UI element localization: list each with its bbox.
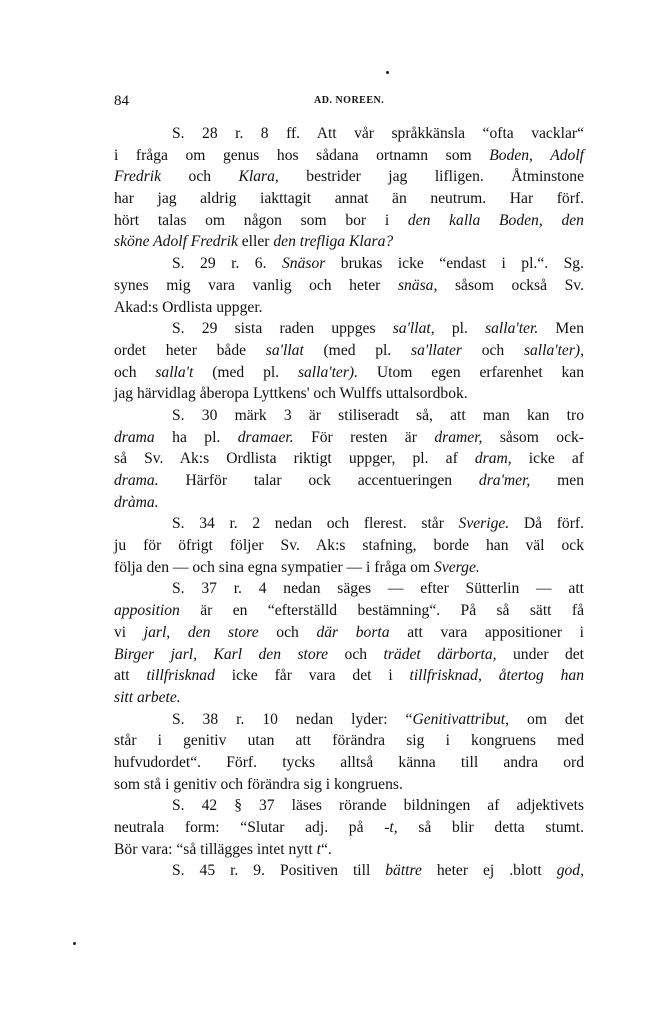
text-line bbox=[114, 210, 584, 232]
text-line bbox=[114, 427, 584, 449]
page-number: 84 bbox=[114, 93, 129, 109]
text-line bbox=[114, 340, 584, 362]
text-run: i fråga om genus hos sådana ortnamn som bbox=[114, 146, 490, 164]
text-line bbox=[114, 188, 584, 210]
italic-text: jarl, den store bbox=[143, 623, 259, 641]
running-head: AD. NOREEN. bbox=[314, 95, 385, 106]
text-line bbox=[114, 318, 584, 340]
text-run: och bbox=[328, 645, 384, 663]
italic-text: drama bbox=[114, 428, 155, 446]
italic-text: sitt arbete. bbox=[114, 688, 181, 706]
text-run: brukas icke “endast i pl.“. Sg. bbox=[325, 255, 584, 273]
text-run: vi bbox=[114, 623, 144, 641]
italic-text: bättre bbox=[385, 862, 422, 880]
text-run: “. bbox=[321, 840, 332, 858]
text-line bbox=[114, 513, 584, 535]
text-run: Då förf. bbox=[509, 515, 584, 533]
text-run: och bbox=[258, 623, 317, 641]
text-line bbox=[114, 145, 584, 167]
text-run: neutrala form: “Slutar adj. på bbox=[114, 819, 385, 836]
text-line bbox=[114, 448, 584, 470]
italic-text: dramer, bbox=[434, 428, 483, 446]
page-header bbox=[114, 93, 582, 111]
text-line bbox=[114, 383, 584, 405]
text-line bbox=[114, 644, 584, 666]
italic-text: dràma. bbox=[114, 493, 159, 511]
italic-text: Boden, Adolf bbox=[489, 146, 585, 164]
text-run: jag härvidlag åberopa Lyttkens' och Wulffs uttalsordbok. bbox=[114, 385, 468, 403]
text-run: såsom ock- bbox=[482, 428, 584, 446]
italic-text: salla'ter). bbox=[297, 363, 359, 381]
text-run: (med pl. bbox=[193, 363, 298, 381]
text-run: och bbox=[161, 168, 239, 186]
italic-text: dramaer. bbox=[237, 428, 294, 446]
text-line bbox=[114, 405, 584, 427]
text-run: S. 30 märk 3 är stiliseradt så, att man kan tro bbox=[172, 406, 584, 424]
text-run: eller bbox=[237, 233, 274, 251]
text-run: hört talas om någon som bor i bbox=[114, 211, 408, 229]
ink-speck bbox=[73, 942, 76, 945]
text-run: S. 29 sista raden uppges bbox=[172, 320, 393, 338]
italic-text: där borta bbox=[316, 623, 390, 641]
text-run: icke får vara det i bbox=[214, 667, 410, 685]
text-run: synes mig vara vanlig och heter bbox=[114, 276, 398, 294]
text-line bbox=[114, 709, 584, 731]
italic-text: sköne Adolf Fredrik bbox=[114, 233, 238, 251]
text-run: S. 29 r. 6. bbox=[172, 255, 282, 273]
text-run: bestrider jag lifligen. Åtminstone bbox=[278, 168, 584, 186]
text-line bbox=[114, 275, 584, 297]
italic-text: sa'llater bbox=[411, 341, 462, 359]
text-run: (med pl. bbox=[303, 341, 411, 359]
text-line bbox=[114, 839, 584, 861]
italic-text: trädet därborta, bbox=[383, 645, 497, 663]
text-run: heter ej .blott bbox=[421, 862, 557, 880]
text-run: såsom också Sv. bbox=[437, 276, 584, 294]
ink-speck bbox=[386, 71, 389, 74]
text-run: Bör vara: “så tillägges intet nytt bbox=[114, 840, 317, 858]
text-line bbox=[114, 600, 584, 622]
italic-text: Fredrik bbox=[114, 168, 162, 186]
italic-text: salla't bbox=[155, 363, 194, 381]
italic-text: snäsa, bbox=[397, 276, 438, 294]
text-run: står i genitiv utan att förändra sig i kongruens med bbox=[114, 732, 584, 750]
italic-text: -t, bbox=[384, 819, 398, 836]
italic-text: salla'ter), bbox=[523, 341, 585, 359]
text-run: och bbox=[461, 341, 524, 359]
text-run: att bbox=[114, 667, 147, 685]
text-run: icke af bbox=[511, 450, 585, 468]
text-run: pl. bbox=[434, 320, 486, 338]
text-run: och bbox=[114, 363, 156, 381]
body-text bbox=[114, 123, 584, 882]
text-line bbox=[114, 730, 584, 752]
text-line bbox=[114, 253, 584, 275]
text-line bbox=[114, 687, 584, 709]
text-line bbox=[114, 362, 584, 384]
italic-text: den trefliga Klara? bbox=[273, 233, 394, 251]
italic-text: den kalla Boden, den bbox=[407, 211, 584, 229]
text-run: Men bbox=[538, 320, 585, 338]
italic-text: drama. bbox=[114, 472, 159, 489]
text-line bbox=[114, 752, 584, 774]
text-run: som stå i genitiv och förändra sig i kongruens. bbox=[114, 775, 403, 793]
italic-text: Sverige. bbox=[458, 515, 510, 533]
text-run: Utom egen erfarenhet kan bbox=[358, 363, 585, 381]
text-run: ju för öfrigt följer Sv. Ak:s stafning, borde han väl ock bbox=[114, 537, 584, 555]
text-line bbox=[114, 231, 584, 253]
text-run: S. 45 r. 9. Positiven till bbox=[172, 862, 386, 880]
italic-text: sa'llat bbox=[265, 341, 304, 359]
text-line bbox=[114, 665, 584, 687]
text-line bbox=[114, 297, 584, 319]
text-run: Akad:s Ordlista uppger. bbox=[114, 298, 263, 316]
italic-text: apposition bbox=[114, 602, 180, 620]
text-run: För resten är bbox=[293, 428, 435, 446]
text-run: S. 28 r. 8 ff. Att vår språkkänsla “ofta vacklar“ bbox=[172, 125, 584, 142]
text-line bbox=[114, 774, 584, 796]
text-run: S. 38 r. 10 nedan lyder: “ bbox=[172, 710, 413, 728]
italic-text: dram, bbox=[474, 450, 512, 468]
text-run: om det bbox=[509, 710, 584, 728]
text-run: följa den — och sina egna sympatier — i fråga om bbox=[114, 558, 435, 576]
italic-text: Sverge. bbox=[434, 558, 480, 576]
italic-text: tillfrisknad, återtog han bbox=[409, 667, 584, 685]
italic-text: sa'llat, bbox=[392, 320, 435, 338]
italic-text: dra'mer, bbox=[478, 472, 531, 489]
text-line bbox=[114, 795, 584, 817]
text-run: men bbox=[530, 472, 585, 489]
text-line bbox=[114, 860, 584, 882]
text-line bbox=[114, 817, 584, 839]
italic-text: god, bbox=[556, 862, 584, 880]
text-run: S. 37 r. 4 nedan säges — efter Sütterlin — att bbox=[172, 580, 584, 598]
italic-text: Klara, bbox=[238, 168, 279, 186]
text-run: ordet heter både bbox=[114, 341, 266, 359]
text-run: så blir detta stumt. bbox=[397, 819, 584, 836]
italic-text: t bbox=[316, 840, 322, 858]
text-run: S. 34 r. 2 nedan och flerest. står bbox=[172, 515, 459, 533]
text-line bbox=[114, 492, 584, 514]
text-run: S. 42 § 37 läses rörande bildningen af adjektivets bbox=[172, 797, 584, 815]
text-line bbox=[114, 622, 584, 644]
text-line bbox=[114, 470, 584, 492]
italic-text: Genitivattribut, bbox=[412, 710, 510, 728]
text-run: är en “efterställd bestämning“. På så sätt få bbox=[179, 602, 584, 620]
text-run: så Sv. Ak:s Ordlista riktigt uppger, pl. af bbox=[114, 450, 475, 468]
text-line bbox=[114, 123, 584, 145]
text-run: har jag aldrig iakttagit annat än neutrum. Har förf. bbox=[114, 190, 584, 208]
text-run: att vara appositioner i bbox=[389, 623, 584, 641]
text-run: ha pl. bbox=[154, 428, 238, 446]
italic-text: salla'ter. bbox=[485, 320, 539, 338]
italic-text: tillfrisknad bbox=[146, 667, 215, 685]
text-run: under det bbox=[496, 645, 585, 663]
text-line bbox=[114, 578, 584, 600]
text-line bbox=[114, 535, 584, 557]
italic-text: Snäsor bbox=[281, 255, 326, 273]
text-line bbox=[114, 557, 584, 579]
text-line bbox=[114, 166, 584, 188]
text-run: Härför talar ock accentueringen bbox=[158, 472, 479, 489]
italic-text: Birger jarl, Karl den store bbox=[114, 645, 329, 663]
text-run: hufvudordet“. Förf. tycks alltså känna till andra ord bbox=[114, 753, 584, 771]
